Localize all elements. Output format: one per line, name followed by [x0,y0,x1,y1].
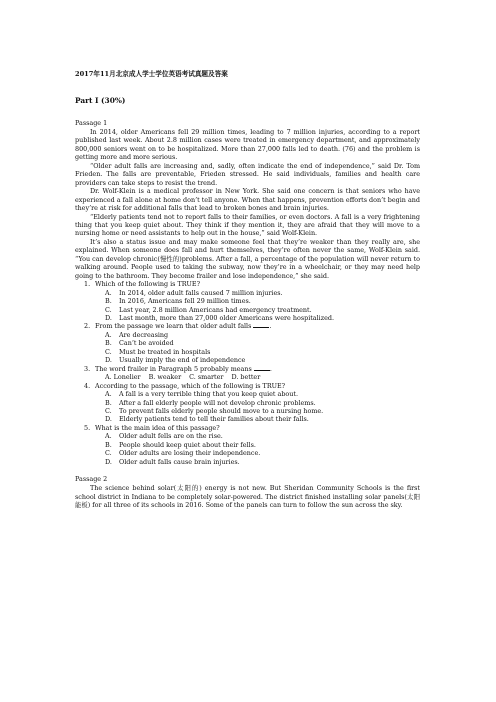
option-text: Last month, more than 27,000 older Americans were hospitalized. [119,313,334,322]
paragraph: In 2014, older Americans fell 29 million times, leading to 7 million injuries, according to a report published last week. About 2.8 million cases were treated in emergency department, and approximately 800,000 seniors went on to be hospitalized. More than 27,000 falls led to death. (76) and the problem is getting more and more serious. [75,128,420,162]
option-text: In 2016, Americans fell 29 million times. [119,297,251,306]
passage-1-label: Passage 1 [75,119,108,127]
question-stem: Which of the following is TRUE? [95,280,201,289]
question-number: 4. [84,381,91,390]
option-text: People should keep quiet about their fells. [119,440,256,449]
option-text: After a fall elderly people will not develop chronic problems. [119,398,316,407]
option [75,289,420,297]
option-text: Older adult fells are on the rise. [119,432,223,441]
paragraph: “Elderly patients tend not to report falls to their families, or even doctors. A fall is a very frightening thing that you keep quiet about. They think if they mention it, they are afraid that they will move to a nursing home or need assistants to help out in the house,” said Wolf-Klein. [75,212,420,238]
option-text: Can’t be avoided [119,339,174,348]
option-text: C. smarter [189,373,224,382]
paragraph: “Older adult falls are increasing and, sadly, often indicate the end of independence,” said Dr. Tom Frieden. The falls are preventable, Frieden stressed. He said individuals, families and health care providers can take steps to resist the trend. [75,161,420,187]
option [75,331,420,339]
option-letter: C. [105,347,112,356]
question-stem: According to the passage, which of the following is TRUE? [95,381,286,390]
option-text: Are decreasing [119,330,169,339]
part-heading: Part I (30%) [75,96,126,105]
option-letter: B. [105,440,112,449]
option [75,348,420,356]
option [75,458,420,466]
option-text: Last year, 2.8 million Americans had emergency treatment. [119,305,312,314]
question-number: 5. [84,423,91,432]
answer-blank [253,322,269,328]
option-text: Elderly patients tend to tell their families about their falls. [119,415,309,424]
option-letter: B. [105,398,112,407]
option-text: Must be treated in hospitals [119,347,211,356]
option-letter: A. [105,432,112,441]
option-text: B. weaker [148,373,182,382]
option-letter: C. [105,305,112,314]
paragraph: Dr. Wolf-Klein is a medical professor in New York. She said one concern is that seniors who have experienced a fall alone at home don’t tell anyone. When that happens, prevention efforts don’t begin and they’re at risk for additional falls that lead to broken bones and brain injuries. [75,187,420,213]
passage-1-body [75,128,420,280]
option-text: Usually imply the end of independence [119,356,246,365]
option-letter: D. [105,457,112,466]
option [75,390,420,398]
option-text: A. Lonelier [105,373,141,382]
option [75,407,420,415]
option-letter: B. [105,297,112,306]
option [75,356,420,364]
option [75,306,420,314]
question-4 [75,382,420,390]
option-letter: A. [105,330,112,339]
paragraph: The science behind solar(太阳的) energy is not new. But Sheridan Community Schools is the first school district in Indiana to be completely solar-powered. The district finished installing solar panels(太阳能板) for all three of its schools in 2016. Some of the panels can turn to follow the sun across the sky. [75,484,420,510]
option [75,432,420,440]
option-letter: D. [105,356,112,365]
paragraph: It’s also a status issue and may make someone feel that they’re weaker than they really are, she explained. When someone does fall and hurt themselves, they’re often never the same, Wolf-Klein said. “You can develop chronic(慢性的)problems. After a fall, a percentage of the population will never return to walking around. People used to taking the subway, now they’re in a wheelchair, or they may need help going to the bathroom. They become frailer and lose independence,” she said. [75,237,420,280]
option [75,314,420,322]
answer-blank [254,365,270,371]
question-stem: The word frailer in Paragraph 5 probably means [95,364,252,373]
option-letter: D. [105,313,112,322]
option-letter: A. [105,288,112,297]
option-letter: B. [105,339,112,348]
option [75,441,420,449]
option [75,297,420,305]
option-text: A fall is a very terrible thing that you keep quiet about. [119,390,298,399]
option-text: Older adults are losing their independence. [119,449,261,458]
passage-2-label: Passage 2 [75,475,108,484]
question-2: 2. From the passage we learn that older adult falls . [84,322,272,331]
question-number: 2. [84,322,91,331]
question-stem: From the passage we learn that older adult falls [95,322,252,331]
document-page [75,70,420,509]
option-letter: A. [105,390,112,399]
inline-options [75,373,420,381]
option-text: In 2014, older adult falls caused 7 million injuries. [119,288,283,297]
question-1 [75,280,420,288]
option-letter: C. [105,406,112,415]
option [75,415,420,423]
option-letter: D. [105,415,112,424]
option [75,339,420,347]
option [75,399,420,407]
question-number: 1. [84,280,91,289]
option-text: D. better [231,373,261,382]
question-stem: What is the main idea of this passage? [95,423,220,432]
document-title: 2017年11月北京成人学士学位英语考试真题及答案 [75,70,228,78]
question-number: 3. [84,364,91,373]
option-text: To prevent falls elderly people should move to a nursing home. [119,406,324,415]
option [75,449,420,457]
option-letter: C. [105,449,112,458]
question-3: 3. The word frailer in Paragraph 5 probably means . [84,364,272,373]
question-list [75,280,420,466]
option-text: Older adult falls cause brain injuries. [119,457,240,466]
question-5 [75,424,420,432]
